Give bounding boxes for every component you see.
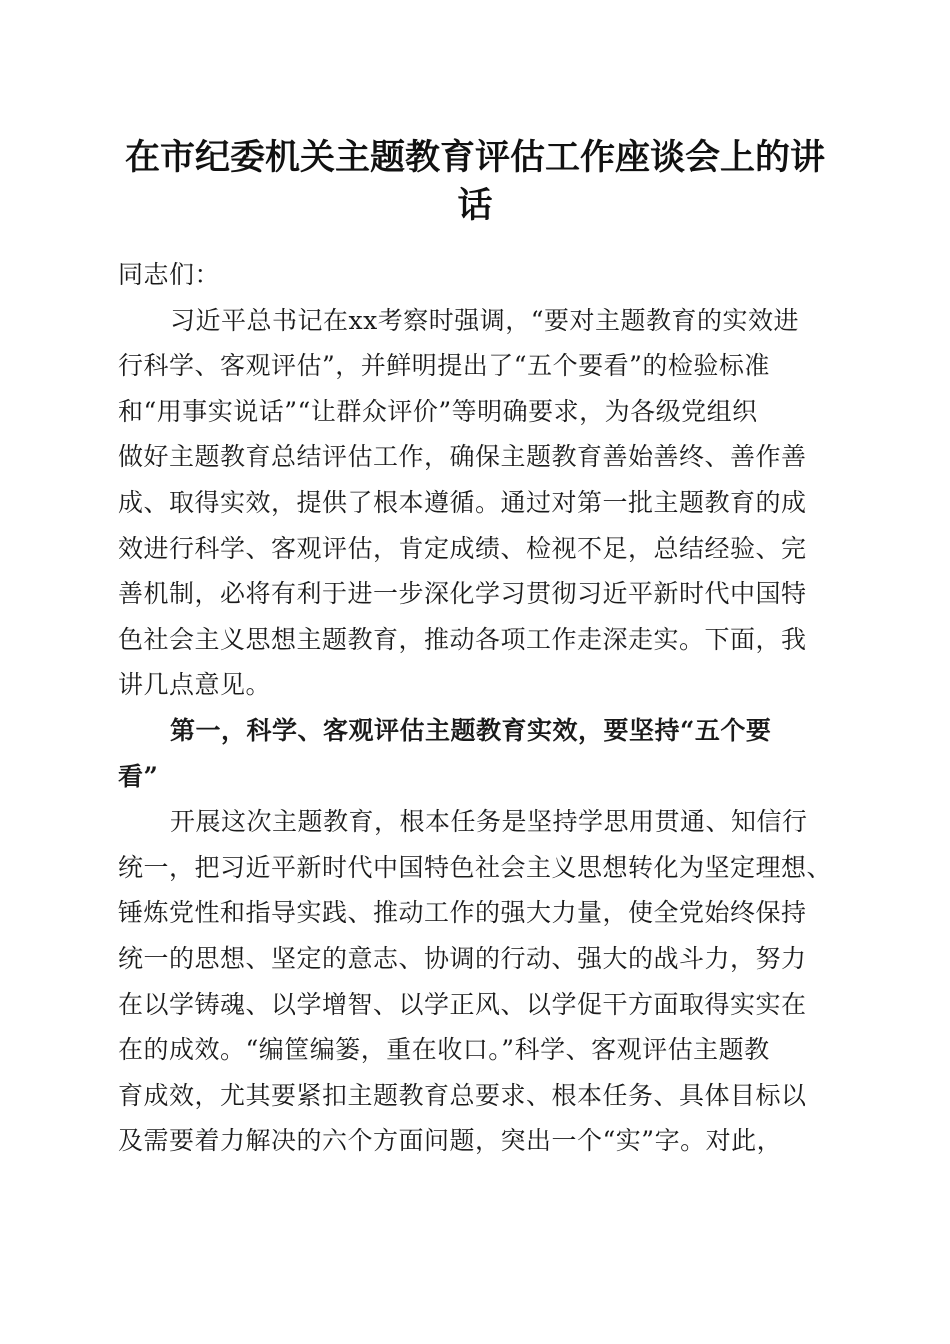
text-line: 锤炼党性和指导实践、推动工作的强大力量，使全党始终保持 [118,898,807,928]
title-line-2: 话 [457,185,493,226]
text-line: 做好主题教育总结评估工作，确保主题教育善始善终、善作善 [118,442,807,472]
text-line: 善机制，必将有利于进一步深化学习贯彻习近平新时代中国特 [118,579,807,609]
text-line: 及需要着力解决的六个方面问题，突出一个“实”字。对此， [118,1126,783,1156]
section-heading-line: 第一，科学、客观评估主题教育实效，要坚持“五个要 [170,715,772,745]
text-line: 在的成效。“编筐编篓，重在收口。”科学、客观评估主题教 [118,1035,770,1065]
text-line: 成、取得实效，提供了根本遵循。通过对第一批主题教育的成 [118,487,807,517]
text-line: 开展这次主题教育，根本任务是坚持学思用贯通、知信行 [170,807,808,837]
salutation: 同志们： [118,260,221,289]
text-line: 讲几点意见。 [118,670,272,700]
section-heading-line: 看” [118,761,159,791]
text-line: 统一的思想、坚定的意志、协调的行动、强大的战斗力，努力 [118,943,807,973]
text-line: 色社会主义思想主题教育，推动各项工作走深走实。下面，我 [118,624,807,654]
text-line: 育成效，尤其要紧扣主题教育总要求、根本任务、具体目标以 [118,1080,807,1110]
text-line: 统一，把习近平新时代中国特色社会主义思想转化为坚定理想、 [118,852,833,882]
text-line: 在以学铸魂、以学增智、以学正风、以学促干方面取得实实在 [118,989,807,1019]
document-title [110,134,840,230]
text-line: 行科学、客观评估”，并鲜明提出了“五个要看”的检验标准 [118,351,770,381]
text-line: 效进行科学、客观评估，肯定成绩、检视不足，总结经验、完 [118,533,807,563]
title-line-1: 在市纪委机关主题教育评估工作座谈会上的讲 [124,137,825,178]
document-body [118,252,833,1164]
text-line: 和“用事实说话”“让群众评价”等明确要求，为各级党组织 [118,396,758,426]
text-line: 习近平总书记在xx考察时强调，“要对主题教育的实效进 [170,305,799,335]
